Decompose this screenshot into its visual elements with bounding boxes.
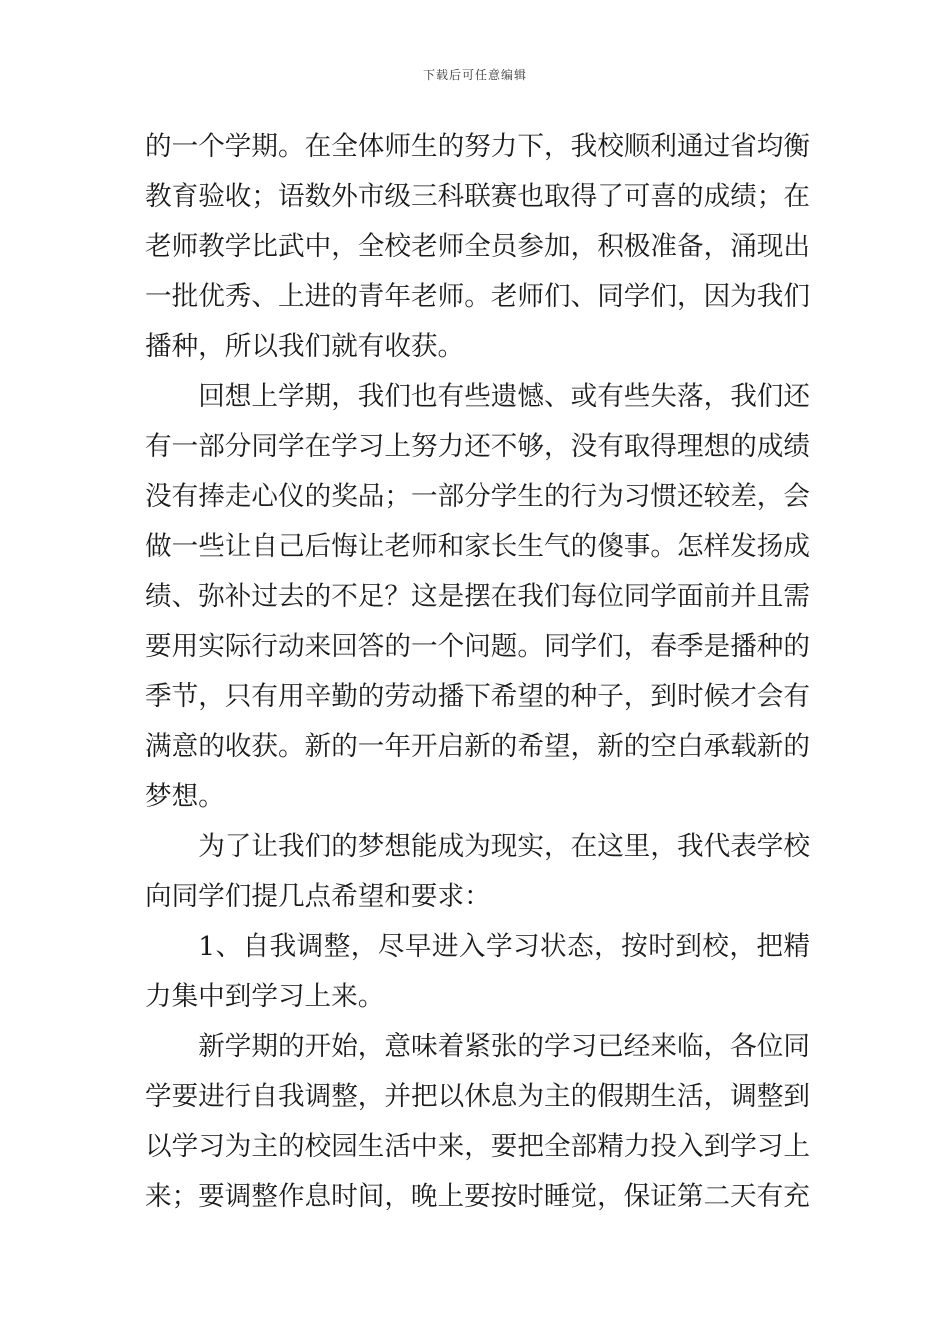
paragraph-requirement-1: 1、自我调整，尽早进入学习状态，按时到校，把精力集中到学习上来。	[145, 931, 810, 1012]
document-body	[145, 122, 810, 1222]
paragraph-new-semester: 新学期的开始，意味着紧张的学习已经来临，各位同学要进行自我调整，并把以休息为主的假期生活，调整到以学习为主的校园生活中来，要把全部精力投入到学习上来；要调整作息时间，晚上要按时睡觉，保证第二天有充	[145, 1031, 810, 1212]
paragraph-reflection: 回想上学期，我们也有些遗憾、或有些失落，我们还有一部分同学在学习上努力还不够，没有取得理想的成绩没有捧走心仪的奖品；一部分学生的行为习惯还较差，会做一些让自己后悔让老师和家长生气的傻事。怎样发扬成绩、弥补过去的不足？这是摆在我们每位同学面前并且需要用实际行动来回答的一个问题。同学们，春季是播种的季节，只有用辛勤的劳动播下希望的种子，到时候才会有满意的收获。新的一年开启新的希望，新的空白承载新的梦想。	[145, 381, 810, 812]
header-note: 下载后可任意编辑	[422, 68, 527, 82]
paragraph-hopes-intro: 为了让我们的梦想能成为现实，在这里，我代表学校向同学们提几点希望和要求：	[145, 831, 810, 912]
paragraph-continuation: 的一个学期。在全体师生的努力下，我校顺利通过省均衡教育验收；语数外市级三科联赛也取得了可喜的成绩；在老师教学比武中，全校老师全员参加，积极准备，涌现出一批优秀、上进的青年老师。老师们、同学们，因为我们播种，所以我们就有收获。	[145, 131, 810, 362]
